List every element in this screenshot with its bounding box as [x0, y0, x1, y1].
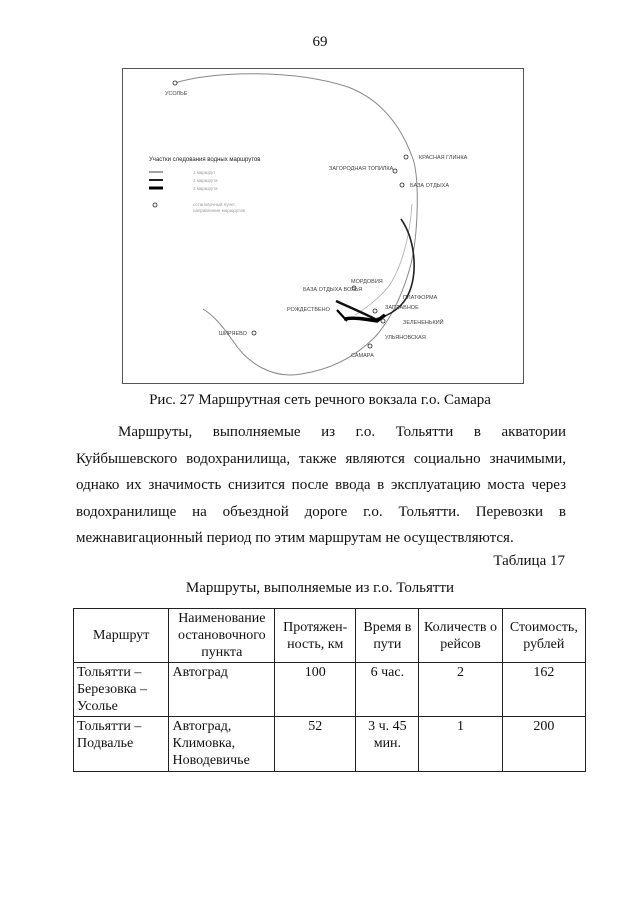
map-label: УСОЛЬЕ [165, 91, 188, 97]
cell-price: 162 [502, 663, 585, 717]
legend-item: 3 маршрута [193, 186, 218, 191]
header-travel-time: Время в пути [356, 609, 419, 663]
cell-trip-count: 2 [419, 663, 502, 717]
header-trip-count: Количеств о рейсов [419, 609, 502, 663]
cell-travel-time: 3 ч. 45 мин. [356, 717, 419, 772]
cell-route: Тольятти – Подвалье [74, 717, 169, 772]
header-price: Стоимость, рублей [502, 609, 585, 663]
body-paragraph: Маршруты, выполняемые из г.о. Тольятти в акватории Куйбышевского водохранилища, также являются социально значимыми, однако их значимость снизится после ввода в эксплуатацию моста через водохранилище на объездной дороге г.о. Тольятти. Перевозки в межнавигационный период по этим маршрутам не осуществляются. [76, 424, 566, 546]
stop-shiryaevo [252, 331, 256, 335]
map-label: ЗАПЛАВНОЕ [385, 305, 419, 311]
map-label: МОРДОВИЯ [351, 279, 383, 285]
legend-note: направление маршрутов [193, 208, 245, 213]
map-label: ПЛАТФОРМА [403, 295, 438, 301]
stop-zaplavnoe [381, 319, 385, 323]
cell-stop-name: Автоград, Климовка, Новодевичье [169, 717, 275, 772]
header-length: Протяжен-ность, км [275, 609, 356, 663]
figure-caption: Рис. 27 Маршрутная сеть речного вокзала г.о. Самара [149, 392, 491, 408]
cell-stop-name: Автоград [169, 663, 275, 717]
legend-note: остановочный пункт, [193, 202, 236, 207]
stop-baza-otdykha [400, 183, 404, 187]
cell-length: 52 [275, 717, 356, 772]
map-label: КРАСНАЯ ГЛИНКА [419, 155, 468, 161]
map-label: ШИРЯЕВО [219, 331, 247, 337]
table-row [74, 717, 586, 772]
stop-zagorodnaya [393, 169, 397, 173]
map-label: САМАРА [351, 353, 374, 359]
header-route: Маршрут [74, 609, 169, 663]
map-label: БАЗА ОТДЫХА [410, 183, 449, 189]
header-stop-name: Наименование остановочного пункта [169, 609, 275, 663]
table-title: Маршруты, выполняемые из г.о. Тольятти [185, 580, 455, 596]
map-legend [149, 157, 260, 213]
map-label: РОЖДЕСТВЕНО [287, 307, 330, 313]
table-row [74, 663, 586, 717]
legend-title: Участки следования водных маршрутов [149, 157, 261, 163]
stop-rozhdestveno [373, 309, 377, 313]
cell-travel-time: 6 час. [356, 663, 419, 717]
legend-item: 2 маршрута [193, 178, 218, 183]
legend-item: 1 маршрут [193, 170, 216, 175]
cell-price: 200 [502, 717, 585, 772]
stop-usolye [173, 81, 177, 85]
route-line-triple [344, 315, 385, 321]
map-label: УЛЬЯНОВСКАЯ [385, 335, 426, 341]
table-label: Таблица 17 [493, 553, 565, 569]
map-label: ЗАГОРОДНАЯ ТОПИЛКА [329, 166, 394, 172]
stop-krasnaya-glinka [404, 155, 408, 159]
map-label: БАЗА ОТДЫХА ВОЛЬЯ [303, 287, 363, 293]
routes-table [73, 608, 586, 772]
route-line-single [375, 219, 414, 319]
route-map-figure [122, 68, 524, 384]
cell-trip-count: 1 [419, 717, 502, 772]
route-map [123, 69, 523, 383]
stop-samara [368, 344, 372, 348]
page-number: 69 [312, 34, 328, 50]
legend-stop-icon [153, 203, 157, 207]
route-branch [337, 310, 347, 321]
table-header-row [74, 609, 586, 663]
cell-route: Тольятти – Березовка – Усолье [74, 663, 169, 717]
shoreline [175, 74, 417, 375]
map-label: ЗЕЛЕНЕНЬКИЙ [403, 320, 444, 326]
cell-length: 100 [275, 663, 356, 717]
